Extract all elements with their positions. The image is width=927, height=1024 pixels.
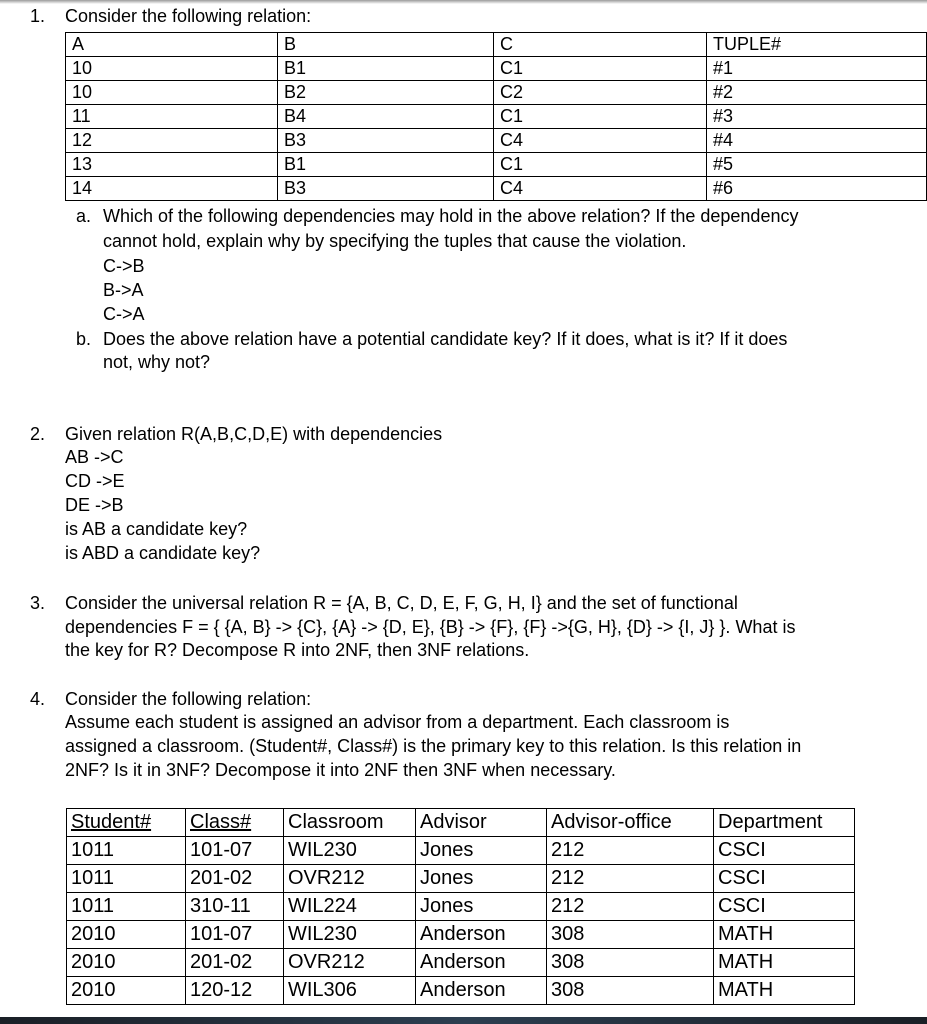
header-cell: Class# (186, 809, 284, 837)
cell: #5 (707, 153, 927, 177)
header-cell: Advisor (416, 809, 547, 837)
dependency: C->A (103, 304, 145, 324)
cell: C4 (494, 129, 707, 153)
q1-intro: Consider the following relation: (65, 6, 312, 26)
cell: OVR212 (284, 865, 416, 893)
q1b-label: b. (76, 329, 92, 349)
cell: WIL230 (284, 921, 416, 949)
cell: 2010 (67, 921, 186, 949)
cell: MATH (714, 977, 855, 1005)
cell: B1 (278, 57, 494, 81)
cell: 101-07 (186, 921, 284, 949)
cell: WIL230 (284, 837, 416, 865)
top-edge (0, 0, 927, 4)
q4-text: Assume each student is assigned an advisor from a department. Each classroom is (65, 712, 730, 732)
q3-number: 3. (30, 593, 46, 613)
cell: 308 (547, 921, 714, 949)
cell: C1 (494, 105, 707, 129)
cell: 308 (547, 949, 714, 977)
table-row (67, 865, 855, 893)
q3-text: dependencies F = { {A, B} -> {C}, {A} -> {D, E}, {B} -> {F}, {F} ->{G, H}, {D} -> {I, J} }. What is (65, 617, 796, 637)
cell: #4 (707, 129, 927, 153)
q2-text: AB ->C (65, 447, 124, 467)
cell: CSCI (714, 837, 855, 865)
cell: 2010 (67, 949, 186, 977)
cell: #1 (707, 57, 927, 81)
cell: C2 (494, 81, 707, 105)
cell: 10 (66, 81, 278, 105)
table-row (67, 921, 855, 949)
cell: OVR212 (284, 949, 416, 977)
table-row (66, 105, 927, 129)
table-row (67, 893, 855, 921)
cell: 1011 (67, 893, 186, 921)
q1b-text: not, why not? (103, 352, 211, 372)
cell: B2 (278, 81, 494, 105)
cell: C1 (494, 153, 707, 177)
header-cell: Classroom (284, 809, 416, 837)
table-row (66, 177, 927, 201)
cell: 201-02 (186, 949, 284, 977)
cell: 120-12 (186, 977, 284, 1005)
cell: CSCI (714, 893, 855, 921)
table-row (66, 129, 927, 153)
cell: Jones (416, 837, 547, 865)
cell: B3 (278, 177, 494, 201)
q2-text: is ABD a candidate key? (65, 543, 261, 563)
table-header-row (67, 809, 855, 837)
q4-relation-table (66, 808, 855, 1005)
cell: B4 (278, 105, 494, 129)
cell: 101-07 (186, 837, 284, 865)
cell: 13 (66, 153, 278, 177)
cell: Jones (416, 893, 547, 921)
cell: B1 (278, 153, 494, 177)
table-row (67, 949, 855, 977)
header-cell: A (66, 33, 278, 57)
table-row (66, 153, 927, 177)
table-row (66, 57, 927, 81)
cell: MATH (714, 921, 855, 949)
dependency: C->B (103, 256, 145, 276)
cell: 12 (66, 129, 278, 153)
q2-text: is AB a candidate key? (65, 519, 248, 539)
cell: 1011 (67, 837, 186, 865)
cell: 10 (66, 57, 278, 81)
q1b-text: Does the above relation have a potential candidate key? If it does, what is it? If it does (103, 329, 788, 349)
q4-text: 2NF? Is it in 3NF? Decompose it into 2NF then 3NF when necessary. (65, 760, 616, 780)
header-cell: B (278, 33, 494, 57)
cell: 212 (547, 865, 714, 893)
q4-text: Consider the following relation: (65, 689, 312, 709)
q3-text: Consider the universal relation R = {A, B, C, D, E, F, G, H, I} and the set of functional (65, 593, 738, 613)
q2-number: 2. (30, 424, 46, 444)
cell: MATH (714, 949, 855, 977)
cell: 14 (66, 177, 278, 201)
cell: #6 (707, 177, 927, 201)
header-cell: Advisor-office (547, 809, 714, 837)
q2-text: Given relation R(A,B,C,D,E) with dependencies (65, 424, 443, 444)
cell: B3 (278, 129, 494, 153)
cell: #2 (707, 81, 927, 105)
cell: 2010 (67, 977, 186, 1005)
cell: WIL306 (284, 977, 416, 1005)
cell: Anderson (416, 977, 547, 1005)
q4-number: 4. (30, 689, 46, 709)
cell: 1011 (67, 865, 186, 893)
cell: 201-02 (186, 865, 284, 893)
q4-text: assigned a classroom. (Student#, Class#) is the primary key to this relation. Is this relation in (65, 736, 802, 756)
cell: Anderson (416, 921, 547, 949)
table-header-row (66, 33, 927, 57)
cell: Jones (416, 865, 547, 893)
header-cell: Department (714, 809, 855, 837)
q2-text: CD ->E (65, 471, 125, 491)
cell: 308 (547, 977, 714, 1005)
q1-number: 1. (30, 6, 46, 26)
cell: WIL224 (284, 893, 416, 921)
cell: 11 (66, 105, 278, 129)
cell: 212 (547, 893, 714, 921)
cell: #3 (707, 105, 927, 129)
cell: 310-11 (186, 893, 284, 921)
header-cell: C (494, 33, 707, 57)
cell: C4 (494, 177, 707, 201)
cell: C1 (494, 57, 707, 81)
dependency: B->A (103, 280, 144, 300)
q1-relation-table (65, 32, 927, 201)
q3-text: the key for R? Decompose R into 2NF, then 3NF relations. (65, 640, 530, 660)
cell: 212 (547, 837, 714, 865)
q1a-text: cannot hold, explain why by specifying the tuples that cause the violation. (103, 231, 687, 251)
header-cell: TUPLE# (707, 33, 927, 57)
cell: CSCI (714, 865, 855, 893)
table-row (67, 837, 855, 865)
bottom-edge (0, 1017, 927, 1024)
table-row (66, 81, 927, 105)
cell: Anderson (416, 949, 547, 977)
q1a-label: a. (76, 206, 92, 226)
header-cell: Student# (67, 809, 186, 837)
q2-text: DE ->B (65, 495, 124, 515)
q1a-text: Which of the following dependencies may hold in the above relation? If the dependency (103, 206, 799, 226)
table-row (67, 977, 855, 1005)
